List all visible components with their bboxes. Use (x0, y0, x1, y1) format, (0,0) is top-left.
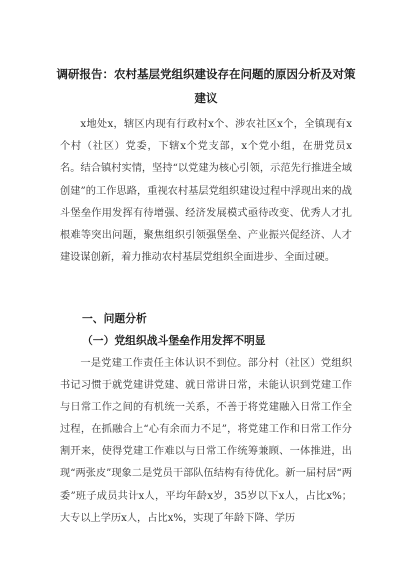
subsection-heading-party-organization: （一）党组织战斗堡垒作用发挥不明显 (82, 334, 266, 347)
document-title: 调研报告：农村基层党组织建设存在问题的原因分析及对策建议 (56, 67, 356, 105)
body-paragraph: 一是党建工作责任主体认识不到位。部分村（社区）党组织书记习惯于就党建讲党建、就日常讲日常，未能认识到党建工作与日常工作之间的有机统一关系，不善于将党建融入日常工作全过程，在抓融合上“心有余而力不足”，将党建工作和日常工作分割开来，使得党建工作难以与日常工作统筹兼顾、一体推进，出现“两张皮”现象二是党员干部队伍结构有待优化。新一届村居“两委”班子成员共计x人，平均年龄x岁，35岁以下x人，占比x%；大专以上学历x人，占比x%，实现了年龄下降、学历 (60, 358, 352, 524)
section-heading-problem-analysis: 一、问题分析 (82, 312, 147, 325)
intro-paragraph: x地处x，辖区内现有行政村x个、涉农社区x个，全镇现有x个村（社区）党委，下辖x个党支部，x个党小组，在册党员x名。结合镇村实情，坚持“以党建为核心引领，示范先行推进全域创建”的工作思路，重视农村基层党组织建设过程中浮现出来的战斗堡垒作用发挥有待增强、经济发展模式亟待改变、优秀人才扎根难等突出问题，聚焦组织引领强堡垒、产业振兴促经济、人才建设谋创新，着力推动农村基层党组织全面进步、全面过硬。 (60, 119, 352, 264)
